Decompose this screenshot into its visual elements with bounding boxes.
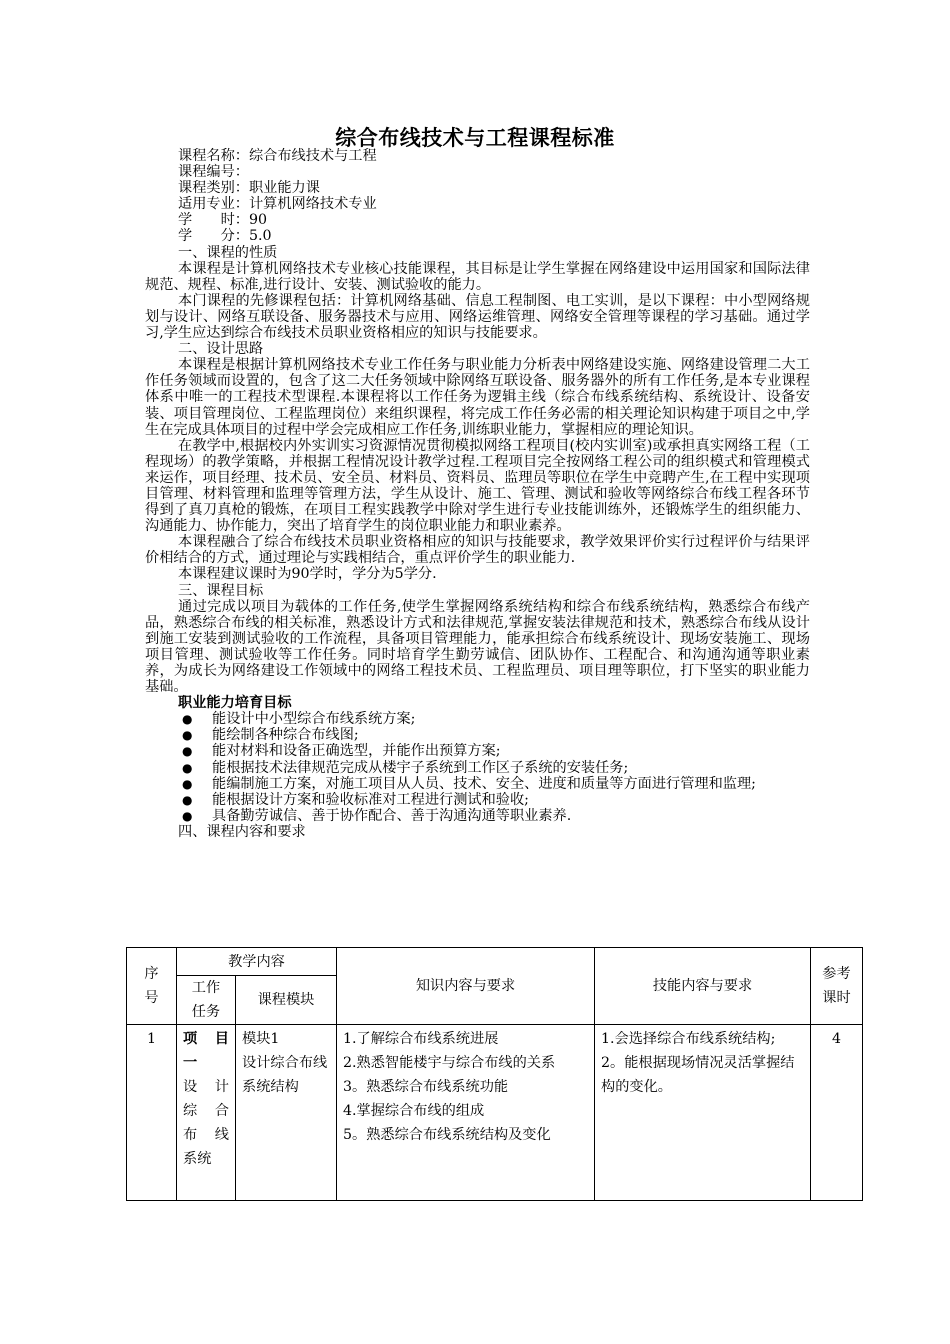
paragraph: 本课程建议课时为90学时，学分为5学分. (178, 566, 437, 583)
document-body (145, 148, 810, 840)
bullet-icon: ● (182, 776, 193, 791)
knowledge-item: 2.熟悉智能楼宇与综合布线的关系 (343, 1055, 556, 1071)
list-item-text: 能根据设计方案和验收标准对工程进行测试和验收; (212, 791, 529, 808)
bullet-icon: ● (182, 808, 193, 823)
list-item (145, 792, 810, 808)
meta-credits: 学 分：5.0 (178, 228, 272, 245)
goal-list (145, 711, 810, 824)
header-task-line: 工作 (191, 980, 221, 996)
knowledge-item: 5。熟悉综合布线系统结构及变化 (343, 1127, 551, 1143)
bullet-icon: ● (182, 760, 193, 775)
paragraph: 本课程融合了综合布线技术员职业资格相应的知识与技能要求，教学效果评价实行过程评价与结果评价相结合的方式，通过理论与实践相结合，重点评价学生的职业能力. (145, 534, 810, 567)
meta-hours: 学 时：90 (178, 212, 267, 229)
header-seq-line: 号 (144, 990, 159, 1006)
cell-seq: 1 (127, 1025, 177, 1201)
list-item-text: 能编制施工方案，对施工项目从人员、技术、安全、进度和质量等方面进行管理和监理; (212, 775, 756, 792)
skill-item: 1.会选择综合布线系统结构; (601, 1031, 776, 1047)
list-item (145, 776, 810, 792)
cell-module (236, 1025, 337, 1201)
task-title: 一 (183, 1055, 198, 1071)
cell-knowledge (337, 1025, 595, 1201)
table-header-row (127, 948, 863, 976)
task-line: 布线 (183, 1127, 229, 1143)
list-item-text: 具备勤劳诚信、善于协作配合、善于沟通沟通等职业素养. (212, 807, 572, 824)
task-title: 项目 (183, 1031, 229, 1047)
header-skill: 技能内容与要求 (595, 948, 811, 1025)
meta-major: 适用专业：计算机网络技术专业 (178, 196, 377, 213)
list-item-text: 能绘制各种综合布线图; (212, 727, 359, 744)
section-heading-content: 四、课程内容和要求 (178, 823, 306, 840)
paragraph: 本课程是计算机网络技术专业核心技能课程，其目标是让学生掌握在网络建设中运用国家和国际法律规范、规程、标准,进行设计、安装、测试验收的能力。 (145, 260, 810, 293)
document-title: 综合布线技术与工程课程标准 (335, 126, 615, 150)
bullet-icon: ● (182, 792, 193, 807)
header-hours-line: 课时 (822, 990, 851, 1006)
header-seq (127, 948, 177, 1025)
list-item (145, 727, 810, 743)
header-hours-line: 参考 (822, 966, 851, 982)
meta-course-name: 课程名称：综合布线技术与工程 (178, 148, 377, 164)
section-heading-design: 二、设计思路 (178, 341, 264, 358)
cell-hours: 4 (811, 1025, 863, 1201)
list-item-text: 能根据技术法律规范完成从楼宇子系统到工作区子系统的安装任务; (212, 759, 629, 776)
goal-heading: 职业能力培育目标 (178, 695, 292, 712)
skill-item: 2。能根据现场情况灵活掌握结构的变化。 (601, 1055, 795, 1095)
header-knowledge: 知识内容与要求 (337, 948, 595, 1025)
bullet-icon: ● (182, 744, 193, 759)
paragraph: 通过完成以项目为载体的工作任务,使学生掌握网络系统结构和综合布线系统结构，熟悉综合布线产品，熟悉综合布线的相关标准，熟悉设计方式和法律规范,掌握安装法律规范和技术，熟悉综合布线从设计到施工安装到测试验收的工作流程，具备项目管理能力，能承担综合布线系统设计、现场安装施工、现场项目管理、测试验收等工作任务。同时培育学生勤劳诚信、团队协作、工程配合、和沟通沟通等职业素养，为成长为网络建设工作领域中的网络工程技术员、工程监理员、项目理等职位，打下坚实的职业能力基础。 (145, 598, 810, 696)
section-heading-goals: 三、课程目标 (178, 582, 264, 599)
header-hours (811, 948, 863, 1025)
bullet-icon: ● (182, 728, 193, 743)
list-item (145, 808, 810, 824)
course-content-table (126, 947, 863, 1201)
header-task (177, 976, 236, 1025)
header-seq-line: 序 (144, 966, 159, 982)
knowledge-item: 3。熟悉综合布线系统功能 (343, 1079, 509, 1095)
module-label: 模块1 (242, 1031, 280, 1047)
list-item (145, 760, 810, 776)
paragraph: 在教学中,根据校内外实训实习资源情况贯彻模拟网络工程项目(校内实训室)或承担真实网络工程（工程现场）的教学策略，并根据工程情况设计教学过程.工程项目完全按网络工程公司的组织模式和管理模式来运作，项目经理、技术员、安全员、材料员、资料员、监理员等职位在学生中竞聘产生,在工程中实现项目管理、材料管理和监理等管理方法，学生从设计、施工、管理、测试和验收等网络综合布线工程各环节得到了真刀真枪的锻炼，在项目工程实践教学中除对学生进行专业技能训练外，还锻炼学生的组织能力、沟通能力、协作能力，突出了培育学生的岗位职业能力和职业素养。 (145, 437, 810, 535)
knowledge-item: 1.了解综合布线系统进展 (343, 1031, 499, 1047)
meta-course-type: 课程类别：职业能力课 (178, 180, 320, 197)
table-row (127, 1025, 863, 1201)
knowledge-item: 4.掌握综合布线的组成 (343, 1103, 485, 1119)
task-line: 设计 (183, 1079, 229, 1095)
paragraph: 本课程是根据计算机网络技术专业工作任务与职业能力分析表中网络建设实施、网络建设管理二大工作任务领域而设置的，包含了这二大任务领域中除网络互联设备、服务器外的所有工作任务,是本专业课程体系中唯一的工程技术型课程.本课程将以工作任务为逻辑主线（综合布线系统结构、系统设计、设备安装、项目管理岗位、工程监理岗位）来组织课程，将完成工作任务必需的相关理论知识构建于项目之中,学生在完成具体项目的过程中学会完成相应工作任务,训练职业能力，掌握相应的理论知识。 (145, 357, 810, 438)
cell-skill (595, 1025, 811, 1201)
task-line: 系统 (183, 1151, 212, 1167)
bullet-icon: ● (182, 712, 193, 727)
cell-task (177, 1025, 236, 1201)
list-item-text: 能对材料和设备正确选型，并能作出预算方案; (212, 743, 501, 760)
header-task-line: 任务 (191, 1004, 221, 1020)
module-title: 设计综合布线系统结构 (242, 1055, 328, 1095)
task-line: 综合 (183, 1103, 229, 1119)
header-module: 课程模块 (236, 976, 337, 1025)
section-heading-nature: 一、课程的性质 (178, 244, 278, 261)
list-item (145, 743, 810, 759)
header-teaching-content: 教学内容 (177, 948, 337, 976)
meta-course-code: 课程编号： (178, 164, 249, 181)
list-item-text: 能设计中小型综合布线系统方案; (212, 711, 416, 728)
list-item (145, 711, 810, 727)
paragraph: 本门课程的先修课程包括：计算机网络基础、信息工程制图、电工实训，是以下课程：中小型网络规划与设计、网络互联设备、服务器技术与应用、网络运维管理、网络安全管理等课程的学习基础。通过学习,学生应达到综合布线技术员职业资格相应的知识与技能要求。 (145, 292, 810, 342)
